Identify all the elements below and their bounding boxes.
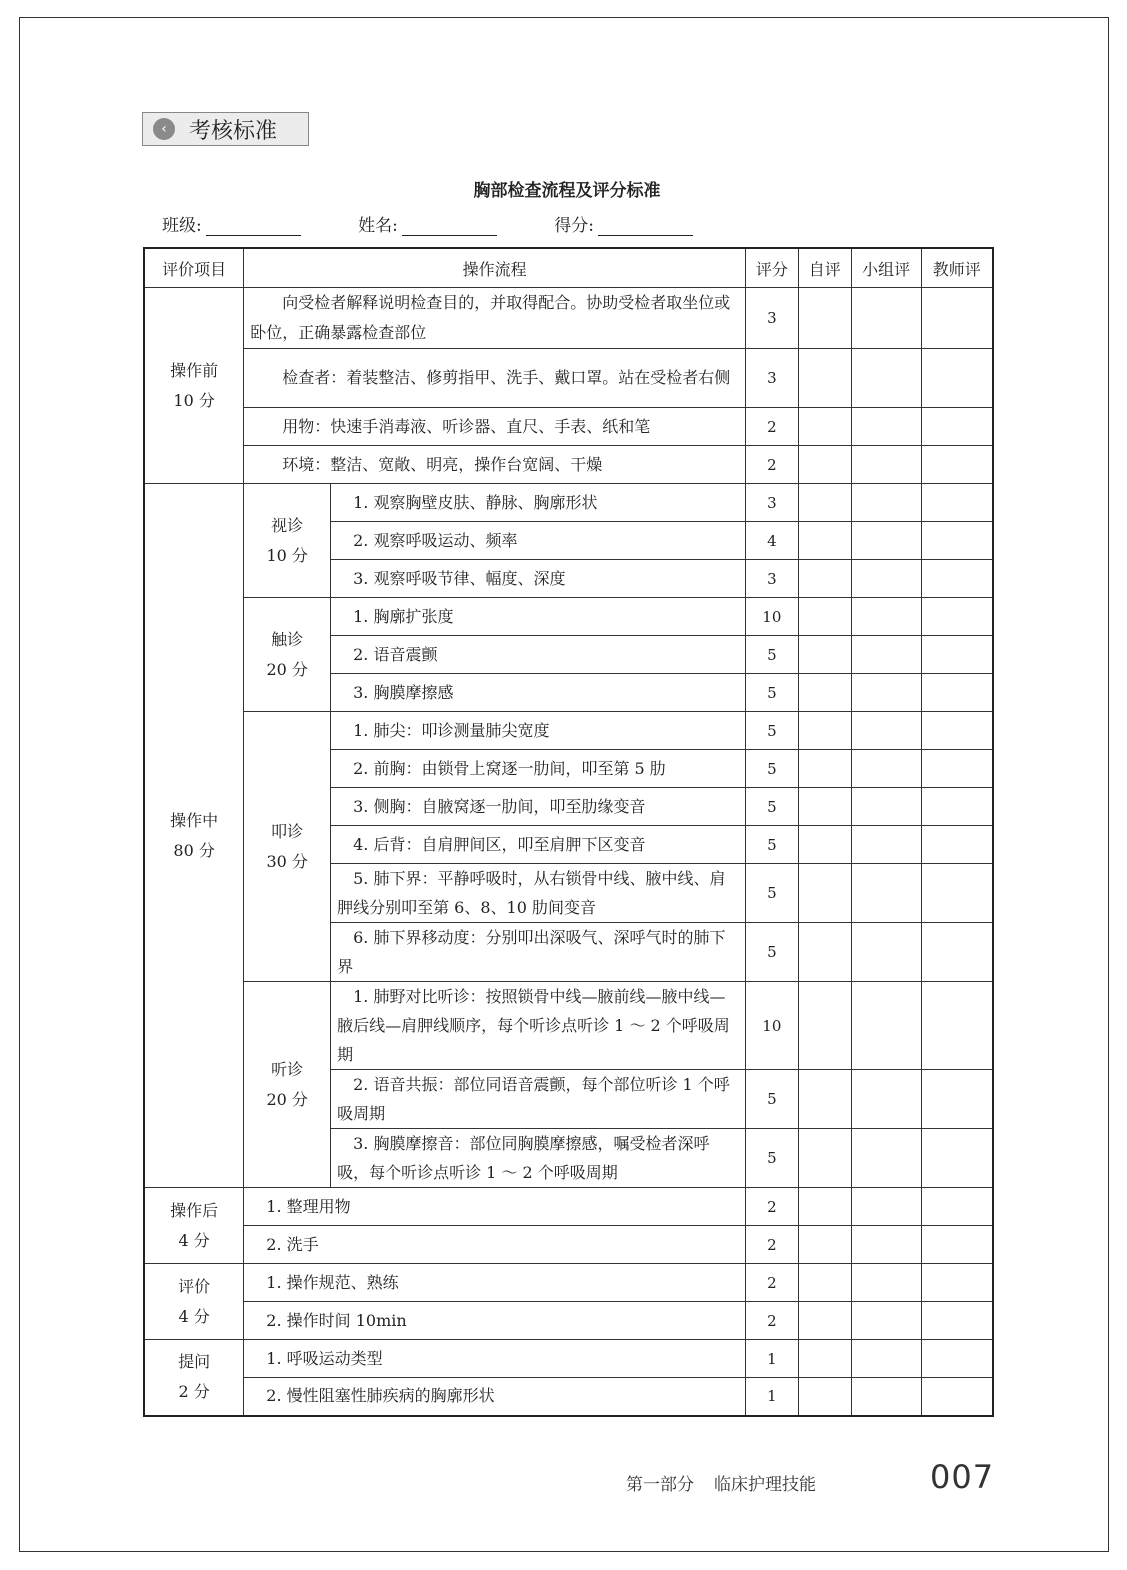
group-eval-cell[interactable] [851, 1226, 921, 1264]
procedure-text: 1. 呼吸运动类型 [244, 1340, 746, 1378]
table-row [144, 1188, 993, 1226]
score-value: 2 [745, 1302, 798, 1340]
self-eval-cell[interactable] [798, 1264, 851, 1302]
procedure-text: 1. 胸廓扩张度 [331, 598, 746, 636]
teacher-eval-cell[interactable] [921, 446, 993, 484]
page-border-left [19, 17, 20, 1552]
self-eval-cell[interactable] [798, 349, 851, 408]
self-eval-cell[interactable] [798, 484, 851, 522]
teacher-eval-cell[interactable] [921, 750, 993, 788]
teacher-eval-cell[interactable] [921, 864, 993, 923]
procedure-text: 5. 肺下界：平静呼吸时，从右锁骨中线、腋中线、肩胛线分别叩至第 6、8、10 肋间变音 [331, 864, 746, 923]
table-row [144, 1378, 993, 1416]
footer-part: 第一部分 [626, 1475, 694, 1495]
subcategory-label: 视诊 [271, 515, 304, 535]
subcategory-percussion [244, 712, 331, 982]
self-eval-cell[interactable] [798, 408, 851, 446]
score-table [143, 247, 994, 1417]
teacher-eval-cell[interactable] [921, 1378, 993, 1416]
self-eval-cell[interactable] [798, 1129, 851, 1188]
teacher-eval-cell[interactable] [921, 636, 993, 674]
self-eval-cell[interactable] [798, 674, 851, 712]
footer-running-head [626, 1470, 816, 1495]
subcategory-auscultation [244, 982, 331, 1188]
header-group-eval: 小组评 [851, 248, 921, 288]
score-value: 1 [745, 1340, 798, 1378]
score-field [554, 211, 693, 236]
procedure-text: 2. 洗手 [244, 1226, 746, 1264]
score-value: 3 [745, 484, 798, 522]
group-eval-cell[interactable] [851, 1188, 921, 1226]
table-row [144, 288, 993, 349]
teacher-eval-cell[interactable] [921, 1070, 993, 1129]
procedure-text: 2. 语音震颤 [331, 636, 746, 674]
group-eval-cell[interactable] [851, 522, 921, 560]
header-category: 评价项目 [144, 248, 244, 288]
subcategory-label: 触诊 [271, 629, 304, 649]
category-during [144, 484, 244, 1188]
procedure-text: 3. 胸膜摩擦音：部位同胸膜摩擦感，嘱受检者深呼吸，每个听诊点听诊 1 ～ 2 个呼吸周期 [331, 1129, 746, 1188]
procedure-text: 4. 后背：自肩胛间区，叩至肩胛下区变音 [331, 826, 746, 864]
category-label: 评价 [178, 1276, 211, 1296]
self-eval-cell[interactable] [798, 598, 851, 636]
table-row [144, 1226, 993, 1264]
subcategory-points: 30 分 [266, 851, 308, 871]
score-value: 1 [745, 1378, 798, 1416]
score-value: 2 [745, 1188, 798, 1226]
group-eval-cell[interactable] [851, 598, 921, 636]
category-label: 提问 [178, 1352, 211, 1372]
group-eval-cell[interactable] [851, 750, 921, 788]
self-eval-cell[interactable] [798, 1302, 851, 1340]
group-eval-cell[interactable] [851, 788, 921, 826]
score-value: 2 [745, 1226, 798, 1264]
score-value: 5 [745, 712, 798, 750]
table-row [144, 1264, 993, 1302]
category-evaluation [144, 1264, 244, 1340]
chevron-left-icon: ‹ [153, 118, 175, 140]
score-value: 5 [745, 750, 798, 788]
self-eval-cell[interactable] [798, 712, 851, 750]
header-procedure: 操作流程 [244, 248, 746, 288]
self-eval-cell[interactable] [798, 522, 851, 560]
score-value: 2 [745, 1264, 798, 1302]
score-value: 3 [745, 349, 798, 408]
self-eval-cell[interactable] [798, 636, 851, 674]
procedure-text: 3. 胸膜摩擦感 [331, 674, 746, 712]
header-teacher-eval: 教师评 [921, 248, 993, 288]
teacher-eval-cell[interactable] [921, 1264, 993, 1302]
score-value: 5 [745, 864, 798, 923]
score-value: 3 [745, 288, 798, 349]
group-eval-cell[interactable] [851, 712, 921, 750]
group-eval-cell[interactable] [851, 408, 921, 446]
subcategory-points: 20 分 [266, 659, 308, 679]
category-points: 80 分 [173, 840, 215, 860]
category-after [144, 1188, 244, 1264]
table-row [144, 598, 993, 636]
teacher-eval-cell[interactable] [921, 1188, 993, 1226]
group-eval-cell[interactable] [851, 982, 921, 1070]
score-value: 4 [745, 522, 798, 560]
group-eval-cell[interactable] [851, 1302, 921, 1340]
class-blank [206, 217, 301, 236]
teacher-eval-cell[interactable] [921, 522, 993, 560]
page-border-bottom [19, 1551, 1109, 1552]
teacher-eval-cell[interactable] [921, 560, 993, 598]
group-eval-cell[interactable] [851, 349, 921, 408]
self-eval-cell[interactable] [798, 1378, 851, 1416]
category-questions [144, 1340, 244, 1416]
subcategory-label: 听诊 [271, 1059, 304, 1079]
page-border-top [19, 17, 1109, 18]
category-label: 操作后 [170, 1200, 219, 1220]
teacher-eval-cell[interactable] [921, 788, 993, 826]
procedure-text: 2. 语音共振：部位同语音震颤，每个部位听诊 1 个呼吸周期 [331, 1070, 746, 1129]
self-eval-cell[interactable] [798, 1188, 851, 1226]
self-eval-cell[interactable] [798, 864, 851, 923]
self-eval-cell[interactable] [798, 982, 851, 1070]
table-row [144, 982, 993, 1070]
procedure-text: 1. 观察胸壁皮肤、静脉、胸廓形状 [331, 484, 746, 522]
self-eval-cell[interactable] [798, 288, 851, 349]
self-eval-cell[interactable] [798, 788, 851, 826]
category-before [144, 288, 244, 484]
self-eval-cell[interactable] [798, 1070, 851, 1129]
section-tag [142, 112, 309, 146]
score-value: 5 [745, 923, 798, 982]
procedure-text: 环境：整洁、宽敞、明亮，操作台宽阔、干燥 [244, 446, 746, 484]
table-row [144, 349, 993, 408]
teacher-eval-cell[interactable] [921, 1226, 993, 1264]
teacher-eval-cell[interactable] [921, 923, 993, 982]
procedure-text: 3. 侧胸：自腋窝逐一肋间，叩至肋缘变音 [331, 788, 746, 826]
class-label: 班级: [162, 216, 202, 236]
footer-chapter: 临床护理技能 [714, 1475, 816, 1495]
procedure-text: 2. 慢性阻塞性肺疾病的胸廓形状 [244, 1378, 746, 1416]
procedure-text: 向受检者解释说明检查目的，并取得配合。协助受检者取坐位或卧位，正确暴露检查部位 [244, 288, 746, 349]
self-eval-cell[interactable] [798, 923, 851, 982]
self-eval-cell[interactable] [798, 750, 851, 788]
score-value: 5 [745, 826, 798, 864]
procedure-text: 1. 肺野对比听诊：按照锁骨中线—腋前线—腋中线—腋后线—肩胛线顺序，每个听诊点听诊 1 ～ 2 个呼吸周期 [331, 982, 746, 1070]
table-row [144, 1302, 993, 1340]
header-score: 评分 [745, 248, 798, 288]
score-blank [598, 217, 693, 236]
score-value: 5 [745, 674, 798, 712]
teacher-eval-cell[interactable] [921, 288, 993, 349]
group-eval-cell[interactable] [851, 1378, 921, 1416]
procedure-text: 2. 前胸：由锁骨上窝逐一肋间，叩至第 5 肋 [331, 750, 746, 788]
score-value: 10 [745, 598, 798, 636]
group-eval-cell[interactable] [851, 484, 921, 522]
score-value: 5 [745, 1070, 798, 1129]
group-eval-cell[interactable] [851, 288, 921, 349]
table-row [144, 484, 993, 522]
group-eval-cell[interactable] [851, 1340, 921, 1378]
teacher-eval-cell[interactable] [921, 674, 993, 712]
document-title: 胸部检查流程及评分标准 [473, 181, 661, 201]
subcategory-palpation [244, 598, 331, 712]
teacher-eval-cell[interactable] [921, 712, 993, 750]
teacher-eval-cell[interactable] [921, 1302, 993, 1340]
table-row [144, 408, 993, 446]
group-eval-cell[interactable] [851, 446, 921, 484]
score-value: 3 [745, 560, 798, 598]
student-info-row [162, 211, 745, 236]
teacher-eval-cell[interactable] [921, 408, 993, 446]
teacher-eval-cell[interactable] [921, 598, 993, 636]
score-label: 得分: [554, 216, 595, 236]
self-eval-cell[interactable] [798, 826, 851, 864]
teacher-eval-cell[interactable] [921, 826, 993, 864]
procedure-text: 1. 整理用物 [244, 1188, 746, 1226]
group-eval-cell[interactable] [851, 1129, 921, 1188]
group-eval-cell[interactable] [851, 1264, 921, 1302]
header-self-eval: 自评 [798, 248, 851, 288]
subcategory-points: 10 分 [266, 545, 308, 565]
score-value: 5 [745, 788, 798, 826]
teacher-eval-cell[interactable] [921, 982, 993, 1070]
self-eval-cell[interactable] [798, 1226, 851, 1264]
section-tag-label: 考核标准 [189, 118, 278, 144]
self-eval-cell[interactable] [798, 560, 851, 598]
self-eval-cell[interactable] [798, 446, 851, 484]
procedure-text: 2. 操作时间 10min [244, 1302, 746, 1340]
group-eval-cell[interactable] [851, 560, 921, 598]
name-field [358, 211, 497, 236]
group-eval-cell[interactable] [851, 1070, 921, 1129]
table-row [144, 712, 993, 750]
name-label: 姓名: [358, 216, 398, 236]
group-eval-cell[interactable] [851, 923, 921, 982]
procedure-text: 1. 肺尖：叩诊测量肺尖宽度 [331, 712, 746, 750]
table-header-row [144, 248, 993, 288]
teacher-eval-cell[interactable] [921, 1129, 993, 1188]
group-eval-cell[interactable] [851, 636, 921, 674]
score-value: 5 [745, 1129, 798, 1188]
score-value: 2 [745, 446, 798, 484]
self-eval-cell[interactable] [798, 1340, 851, 1378]
name-blank [402, 217, 497, 236]
subcategory-points: 20 分 [266, 1089, 308, 1109]
category-label: 操作前 [170, 360, 219, 380]
page-border-right [1108, 17, 1109, 1552]
category-points: 4 分 [178, 1306, 210, 1326]
group-eval-cell[interactable] [851, 864, 921, 923]
category-label: 操作中 [170, 810, 219, 830]
category-points: 10 分 [173, 390, 215, 410]
score-value: 5 [745, 636, 798, 674]
category-points: 2 分 [178, 1382, 210, 1402]
group-eval-cell[interactable] [851, 826, 921, 864]
teacher-eval-cell[interactable] [921, 349, 993, 408]
group-eval-cell[interactable] [851, 674, 921, 712]
teacher-eval-cell[interactable] [921, 484, 993, 522]
procedure-text: 6. 肺下界移动度：分别叩出深吸气、深呼气时的肺下界 [331, 923, 746, 982]
subcategory-inspection [244, 484, 331, 598]
table-row [144, 446, 993, 484]
procedure-text: 2. 观察呼吸运动、频率 [331, 522, 746, 560]
page-number: 007 [930, 1458, 995, 1496]
procedure-text: 用物：快速手消毒液、听诊器、直尺、手表、纸和笔 [244, 408, 746, 446]
score-value: 2 [745, 408, 798, 446]
procedure-text: 1. 操作规范、熟练 [244, 1264, 746, 1302]
procedure-text: 检查者：着装整洁、修剪指甲、洗手、戴口罩。站在受检者右侧 [244, 349, 746, 408]
procedure-text: 3. 观察呼吸节律、幅度、深度 [331, 560, 746, 598]
table-row [144, 1340, 993, 1378]
teacher-eval-cell[interactable] [921, 1340, 993, 1378]
category-points: 4 分 [178, 1230, 210, 1250]
class-field [162, 211, 301, 236]
score-value: 10 [745, 982, 798, 1070]
subcategory-label: 叩诊 [271, 821, 304, 841]
